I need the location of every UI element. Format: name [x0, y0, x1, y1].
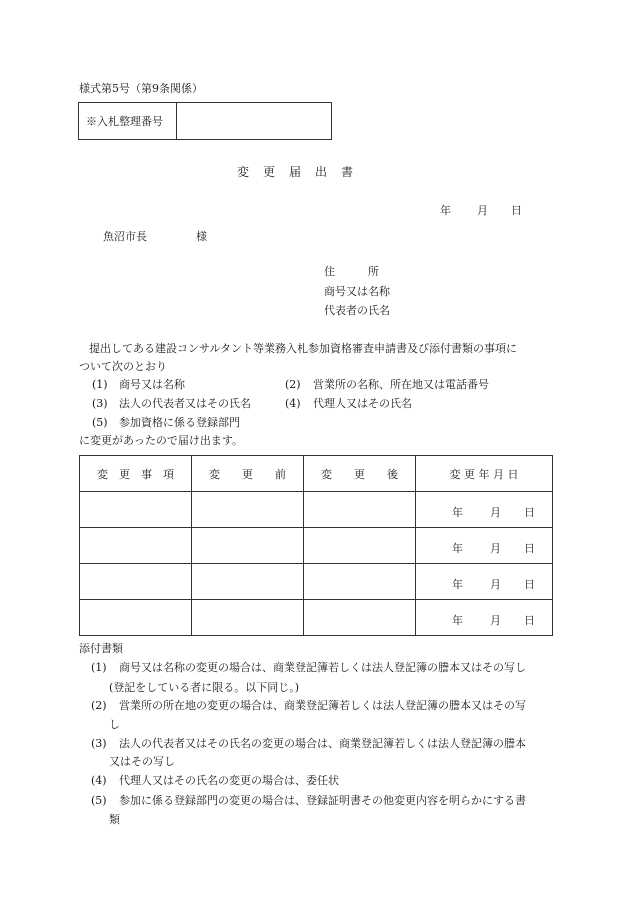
change-item-text: 代理人又はその氏名 [313, 397, 412, 410]
header-change-date: 変 更 年 月 日 [416, 456, 553, 492]
row-day: 日 [524, 614, 535, 627]
before-cell[interactable] [192, 600, 304, 636]
table-row [80, 600, 553, 636]
entry-number-field[interactable] [177, 103, 332, 140]
attachment-text: 商号又は名称の変更の場合は、商業登記簿若しくは法人登記簿の謄本又はその写し [119, 661, 526, 674]
row-month: 月 [490, 614, 501, 627]
header-before: 変 更 前 [192, 456, 304, 492]
after-cell[interactable] [304, 528, 416, 564]
attachment-num: (3) [91, 737, 107, 750]
row-year: 年 [452, 614, 463, 627]
date-day-label: 日 [511, 204, 522, 217]
row-day: 日 [524, 578, 535, 591]
change-item-num: (1) [92, 378, 108, 391]
header-change-item: 変 更 事 項 [80, 456, 192, 492]
change-item-cell[interactable] [80, 564, 192, 600]
addressee-honorific: 様 [196, 230, 207, 243]
change-table [79, 455, 553, 636]
representative-label: 代表者の氏名 [324, 304, 390, 317]
attachment-num: (4) [91, 774, 107, 787]
table-row [80, 492, 553, 528]
change-item-num: (5) [92, 416, 108, 429]
date-year-label: 年 [440, 204, 451, 217]
after-cell[interactable] [304, 564, 416, 600]
change-item-cell[interactable] [80, 528, 192, 564]
change-item-num: (2) [285, 378, 301, 391]
row-year: 年 [452, 542, 463, 555]
change-item-cell[interactable] [80, 492, 192, 528]
intro-line-2: ついて次のとおり [79, 360, 167, 373]
after-cell[interactable] [304, 600, 416, 636]
attachment-text: 類 [109, 813, 120, 826]
page-title: 変 更 届 出 書 [237, 165, 355, 179]
company-name-label: 商号又は名称 [324, 285, 390, 298]
table-row [80, 528, 553, 564]
closing-line: に変更があったので届け出ます。 [79, 434, 244, 447]
attachments-title: 添付書類 [79, 642, 123, 655]
attachment-text: 代理人又はその氏名の変更の場合は、委任状 [119, 774, 339, 787]
row-month: 月 [490, 578, 501, 591]
change-item-text: 参加資格に係る登録部門 [119, 416, 240, 429]
date-cell[interactable] [416, 528, 553, 564]
change-item-text: 法人の代表者又はその氏名 [119, 397, 251, 410]
date-month-label: 月 [477, 204, 488, 217]
attachment-num: (5) [91, 794, 107, 807]
attachment-num: (2) [91, 699, 107, 712]
address-label: 住 所 [324, 265, 379, 278]
after-cell[interactable] [304, 492, 416, 528]
attachment-text: 営業所の所在地の変更の場合は、商業登記簿若しくは法人登記簿の謄本又はその写 [119, 699, 526, 712]
change-item-text: 営業所の名称、所在地又は電話番号 [313, 378, 489, 391]
row-year: 年 [452, 578, 463, 591]
date-cell[interactable] [416, 600, 553, 636]
table-header-row [80, 456, 553, 492]
row-month: 月 [490, 542, 501, 555]
header-after: 変 更 後 [304, 456, 416, 492]
attachment-num: (1) [91, 661, 107, 674]
attachment-text: (登記をしている者に限る。以下同じ。) [109, 681, 300, 694]
form-number: 様式第5号（第9条関係） [79, 82, 203, 95]
date-cell[interactable] [416, 492, 553, 528]
change-item-cell[interactable] [80, 600, 192, 636]
attachment-text: 又はその写し [109, 755, 175, 768]
row-day: 日 [524, 542, 535, 555]
row-year: 年 [452, 506, 463, 519]
entry-number-label: ※入札整理番号 [79, 103, 177, 140]
change-item-text: 商号又は名称 [119, 378, 185, 391]
entry-number-table [78, 102, 332, 140]
change-item-num: (4) [285, 397, 301, 410]
change-item-num: (3) [92, 397, 108, 410]
attachment-text: 参加に係る登録部門の変更の場合は、登録証明書その他変更内容を明らかにする書 [119, 794, 526, 807]
attachment-text: 法人の代表者又はその氏名の変更の場合は、商業登記簿若しくは法人登記簿の謄本 [119, 737, 526, 750]
date-cell[interactable] [416, 564, 553, 600]
before-cell[interactable] [192, 528, 304, 564]
row-month: 月 [490, 506, 501, 519]
addressee-name: 魚沼市長 [103, 230, 147, 243]
table-row [80, 564, 553, 600]
attachment-text: し [109, 718, 120, 731]
intro-line-1: 提出してある建設コンサルタント等業務入札参加資格審査申請書及び添付書類の事項に [89, 342, 518, 355]
before-cell[interactable] [192, 564, 304, 600]
before-cell[interactable] [192, 492, 304, 528]
row-day: 日 [524, 506, 535, 519]
